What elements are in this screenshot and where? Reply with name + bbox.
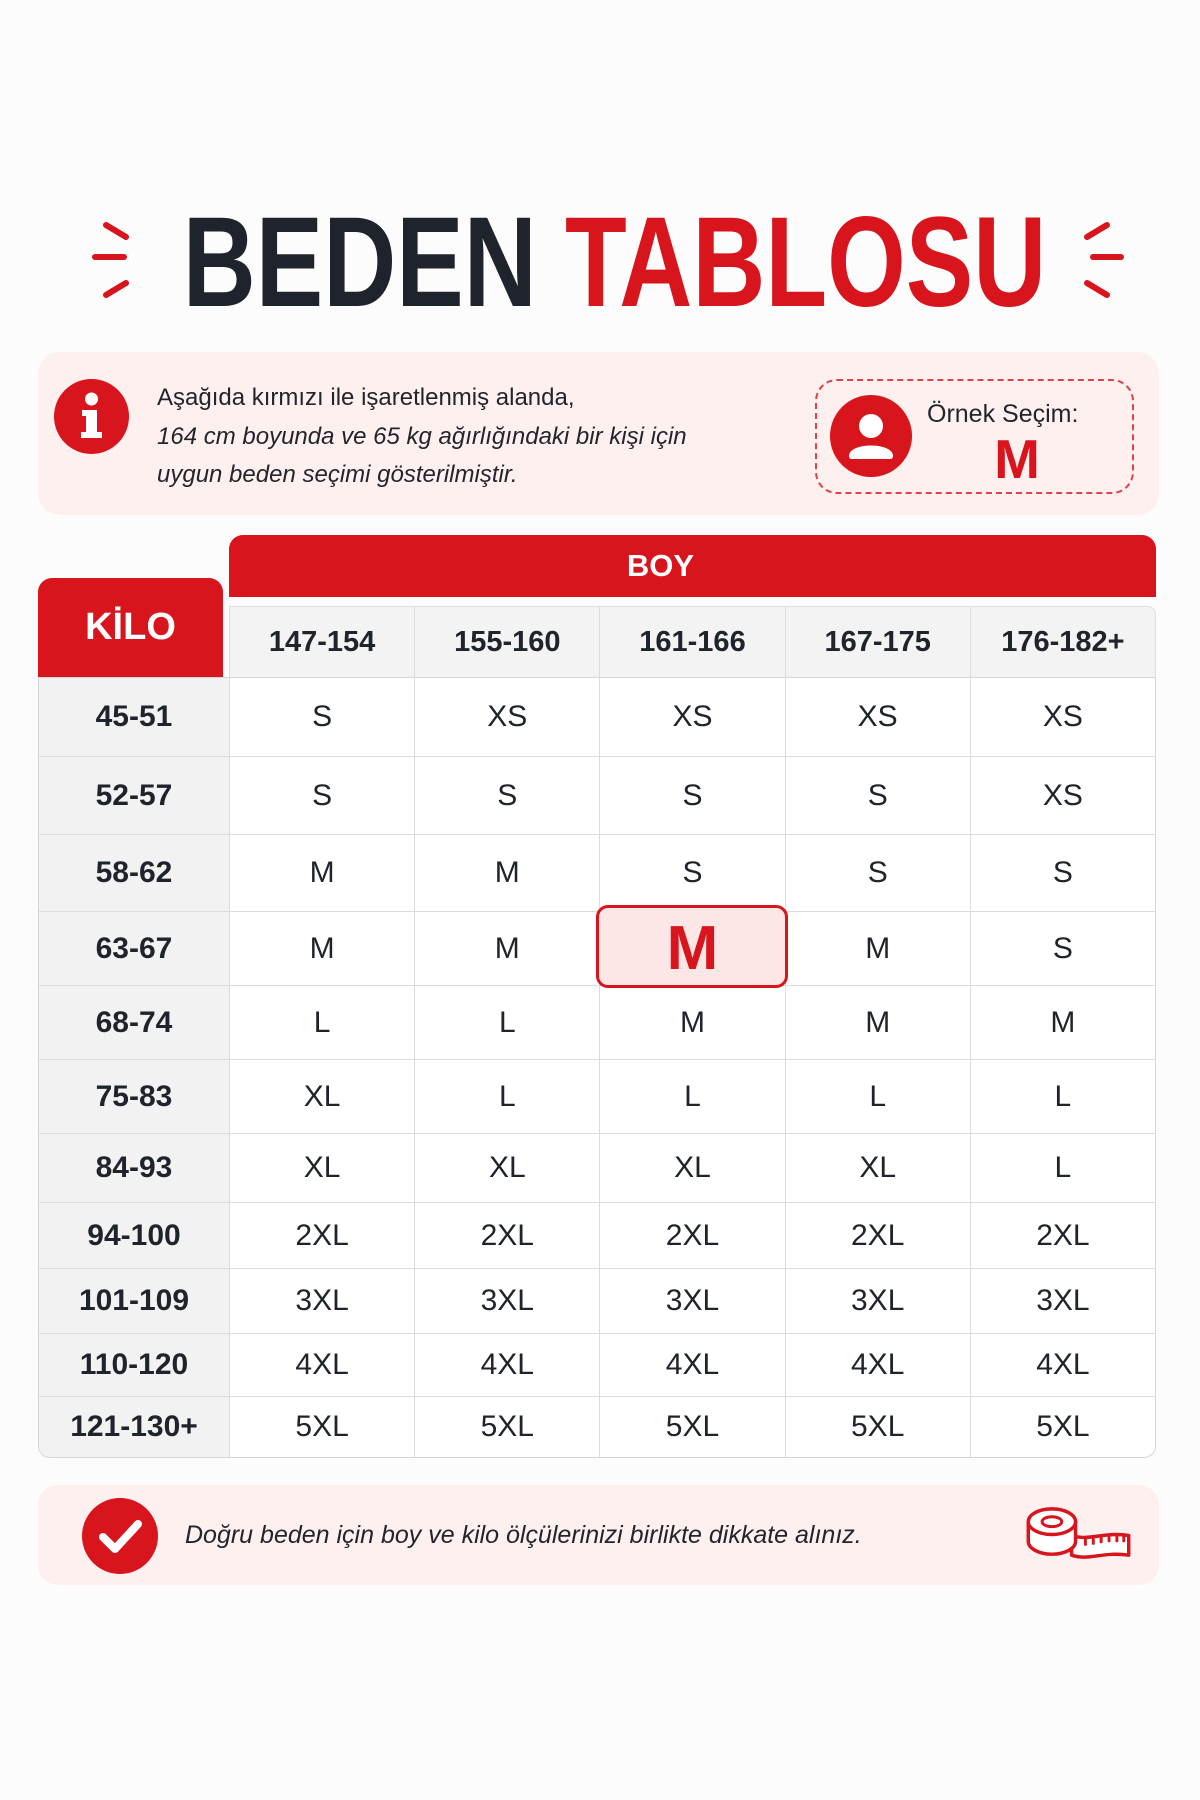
size-cell	[414, 678, 599, 756]
size-cell	[229, 834, 414, 911]
size-cell	[599, 756, 784, 834]
user-icon	[830, 395, 912, 477]
size-cell	[970, 678, 1155, 756]
size-value: XL	[674, 1151, 711, 1184]
size-cell	[599, 834, 784, 911]
height-column-headers	[229, 606, 1156, 677]
size-cell	[599, 1268, 784, 1333]
size-value: M	[309, 931, 335, 965]
size-value: XS	[1042, 778, 1083, 812]
height-column-header: 176-182+	[970, 607, 1155, 677]
size-value: 3XL	[480, 1284, 534, 1317]
size-cell	[785, 1396, 970, 1457]
size-cell	[785, 911, 970, 985]
size-value: 5XL	[1036, 1410, 1090, 1443]
size-value: XS	[487, 700, 528, 733]
info-icon	[54, 379, 129, 454]
size-cell	[229, 1059, 414, 1133]
size-cell	[785, 834, 970, 911]
size-value: M	[865, 1005, 891, 1039]
size-value: M	[494, 856, 520, 889]
size-value: 5XL	[851, 1410, 905, 1443]
right-burst-icon	[1080, 218, 1125, 302]
height-header: BOY	[229, 535, 1156, 597]
size-cell	[785, 1133, 970, 1202]
weight-range-cell: 45-51	[39, 678, 229, 756]
size-value: XL	[303, 1151, 341, 1184]
size-cell	[599, 678, 784, 756]
size-value: XL	[859, 1151, 897, 1184]
weight-header: KİLO	[38, 578, 223, 677]
size-cell	[414, 1133, 599, 1202]
size-cell	[414, 1333, 599, 1396]
size-cell	[970, 1268, 1155, 1333]
size-cell	[970, 834, 1155, 911]
size-cell	[229, 985, 414, 1059]
size-value: 4XL	[851, 1348, 905, 1381]
size-value: XS	[672, 700, 713, 733]
weight-range-cell: 75-83	[39, 1059, 229, 1133]
size-value: 2XL	[851, 1218, 905, 1252]
size-value: XL	[488, 1151, 526, 1184]
size-cell	[229, 678, 414, 756]
height-column-header: 167-175	[785, 607, 970, 677]
size-value: S	[312, 700, 333, 733]
size-cell	[414, 1202, 599, 1268]
size-value: M	[865, 931, 891, 965]
size-cell	[414, 1268, 599, 1333]
weight-range-cell: 63-67	[39, 911, 229, 985]
size-value: L	[1054, 1151, 1072, 1184]
weight-range-cell: 52-57	[39, 756, 229, 834]
size-cell	[229, 1202, 414, 1268]
title-dark-word: BEDEN	[183, 191, 538, 334]
size-value: S	[312, 778, 333, 812]
weight-range-cell: 94-100	[39, 1202, 229, 1268]
size-cell	[785, 1202, 970, 1268]
tape-measure-icon	[1024, 1502, 1133, 1567]
size-cell	[229, 1133, 414, 1202]
size-cell	[414, 756, 599, 834]
size-value: 2XL	[295, 1218, 349, 1252]
info-description	[157, 379, 797, 495]
size-cell	[785, 678, 970, 756]
footer-note	[38, 1485, 1159, 1585]
size-cell	[785, 756, 970, 834]
size-value: M	[1050, 1005, 1076, 1039]
size-value: S	[682, 778, 703, 812]
page-title	[30, 191, 1200, 334]
size-cell	[785, 985, 970, 1059]
weight-range-cell: 68-74	[39, 985, 229, 1059]
size-value: L	[313, 1005, 331, 1039]
size-value: S	[1052, 856, 1073, 889]
size-value: S	[497, 778, 518, 812]
size-cell	[970, 1333, 1155, 1396]
size-cell	[970, 1202, 1155, 1268]
size-cell	[970, 911, 1155, 985]
height-column-header: 155-160	[414, 607, 599, 677]
size-cell	[970, 985, 1155, 1059]
size-value: XS	[1042, 700, 1083, 733]
size-value: 5XL	[295, 1410, 349, 1443]
size-cell	[970, 1059, 1155, 1133]
height-column-header: 147-154	[229, 607, 414, 677]
info-line-2: 164 cm boyunda ve 65 kg ağırlığındaki bir kişi için	[157, 422, 687, 450]
size-cell	[785, 1268, 970, 1333]
size-table	[38, 677, 1156, 1458]
size-cell	[414, 834, 599, 911]
title-red-word: TABLOSU	[565, 191, 1047, 334]
size-value: 4XL	[1036, 1348, 1090, 1381]
size-cell	[229, 911, 414, 985]
weight-range-cell: 101-109	[39, 1268, 229, 1333]
size-cell	[970, 756, 1155, 834]
size-cell	[229, 1333, 414, 1396]
size-value: L	[869, 1079, 887, 1113]
size-cell	[414, 985, 599, 1059]
info-line-1: Aşağıda kırmızı ile işaretlenmiş alanda,	[157, 384, 575, 411]
weight-range-cell: 110-120	[39, 1333, 229, 1396]
size-cell	[414, 1396, 599, 1457]
weight-range-cell: 121-130+	[39, 1396, 229, 1457]
weight-range-cell: 58-62	[39, 834, 229, 911]
size-cell	[414, 1059, 599, 1133]
size-value: XL	[303, 1079, 341, 1113]
example-selection-box	[815, 379, 1134, 494]
size-cell	[599, 985, 784, 1059]
weight-range-cell: 84-93	[39, 1133, 229, 1202]
size-value: 4XL	[665, 1348, 720, 1381]
size-value: M	[666, 913, 719, 983]
size-value: 2XL	[1036, 1218, 1090, 1252]
example-size-value: M	[994, 428, 1040, 490]
size-value: 5XL	[665, 1410, 720, 1443]
example-label: Örnek Seçim:	[927, 400, 1079, 428]
size-value: 4XL	[295, 1348, 349, 1381]
size-value: XS	[857, 700, 898, 733]
size-cell	[599, 1333, 784, 1396]
size-value: 2XL	[480, 1218, 534, 1252]
size-cell	[599, 1133, 784, 1202]
size-value: 4XL	[480, 1348, 534, 1381]
footer-text: Doğru beden için boy ve kilo ölçülerinizi birlikte dikkate alınız.	[185, 1520, 862, 1549]
size-value: M	[494, 931, 520, 965]
size-cell	[229, 1396, 414, 1457]
checkmark-icon	[82, 1498, 158, 1574]
size-value: L	[498, 1005, 516, 1039]
size-value: M	[309, 856, 335, 889]
highlighted-size-cell	[599, 911, 784, 985]
size-value: S	[867, 778, 888, 812]
size-cell	[229, 756, 414, 834]
size-cell	[414, 911, 599, 985]
info-line-3: uygun beden seçimi gösterilmiştir.	[157, 461, 518, 488]
size-cell	[599, 1396, 784, 1457]
size-value: 3XL	[851, 1284, 905, 1317]
size-cell	[970, 1133, 1155, 1202]
height-column-header: 161-166	[599, 607, 784, 677]
size-value: 3XL	[1036, 1284, 1090, 1317]
size-value: S	[867, 856, 888, 889]
size-value: S	[682, 856, 703, 889]
size-value: M	[679, 1005, 705, 1039]
size-value: S	[1052, 931, 1073, 965]
size-cell	[785, 1059, 970, 1133]
size-cell	[599, 1059, 784, 1133]
size-cell	[229, 1268, 414, 1333]
size-cell	[785, 1333, 970, 1396]
size-cell	[970, 1396, 1155, 1457]
size-value: 3XL	[665, 1284, 720, 1317]
size-value: L	[1054, 1079, 1072, 1113]
size-value: L	[498, 1079, 516, 1113]
info-panel	[38, 352, 1159, 515]
size-value: 2XL	[665, 1218, 720, 1252]
size-value: 5XL	[480, 1410, 534, 1443]
size-value: 3XL	[295, 1284, 349, 1317]
size-value: L	[684, 1079, 701, 1113]
size-cell	[599, 1202, 784, 1268]
